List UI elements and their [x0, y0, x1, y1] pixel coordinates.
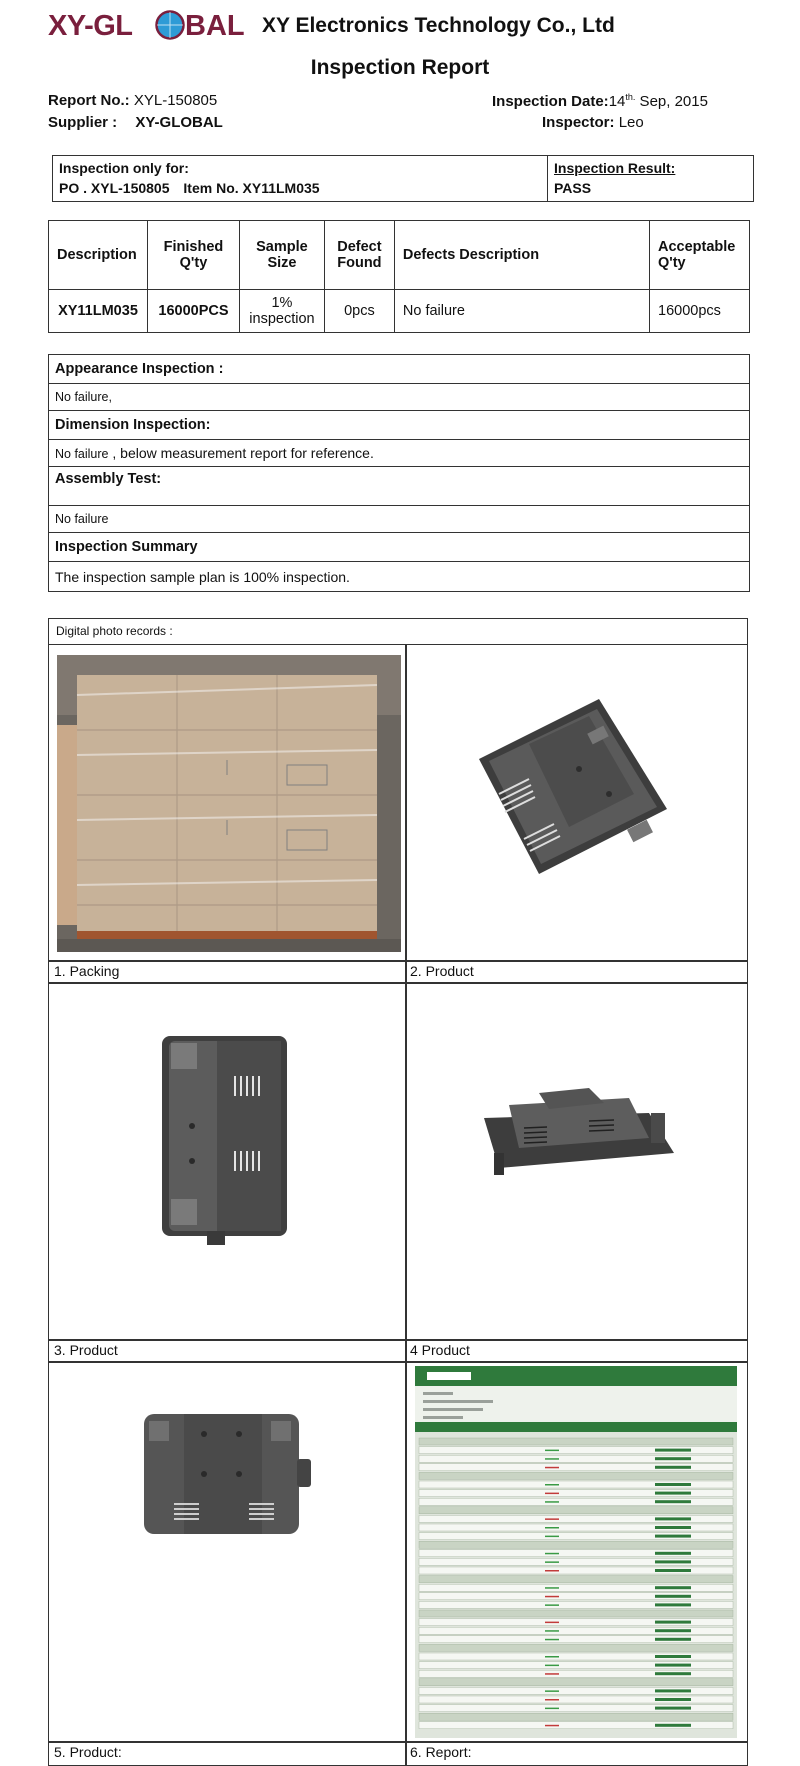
header-defect-found: Defect Found: [324, 221, 394, 290]
cell-acceptable-qty: 16000pcs: [650, 290, 750, 333]
header-description: Description: [49, 221, 148, 290]
caption-4: 4 Product: [410, 1342, 470, 1358]
inspection-scope-box: [52, 155, 754, 202]
header-acceptable-qty: Acceptable Q'ty: [650, 221, 750, 290]
summary-table: [48, 220, 750, 333]
caption-6: 6. Report:: [410, 1744, 472, 1760]
caption-5: 5. Product:: [54, 1744, 122, 1760]
header-finished-qty: Finished Q'ty: [147, 221, 239, 290]
table-header-row: [49, 221, 750, 290]
cell-defect-found: 0pcs: [324, 290, 394, 333]
cell-defects-description: No failure: [394, 290, 649, 333]
measurement-report-image: [415, 1366, 737, 1738]
caption-3: 3. Product: [54, 1342, 118, 1358]
dimension-value: No failure , below measurement report for reference.: [49, 440, 750, 467]
appearance-value: No failure,: [49, 384, 750, 411]
cell-sample-size: 1% inspection: [239, 290, 324, 333]
appearance-label: Appearance Inspection :: [49, 355, 750, 384]
header-sample-size: Sample Size: [239, 221, 324, 290]
cell-finished-qty: 16000PCS: [147, 290, 239, 333]
photo-records-header: Digital photo records :: [49, 619, 747, 645]
inspection-sections-table: [48, 354, 750, 592]
product-photo-5: [139, 1409, 314, 1544]
assembly-label: Assembly Test:: [49, 467, 750, 506]
svg-text:BAL: BAL: [185, 10, 245, 42]
company-logo: [48, 6, 258, 46]
product-photo-4: [479, 1083, 679, 1193]
supplier: Supplier : XY-GLOBAL: [48, 114, 223, 131]
photo-records: [48, 618, 748, 1766]
inspector: Inspector: Leo: [542, 114, 644, 131]
report-title: Inspection Report: [310, 56, 490, 79]
company-name: XY Electronics Technology Co., Ltd: [262, 14, 615, 37]
inspection-result: PASS: [554, 180, 592, 196]
cell-description: XY11LM035: [49, 290, 148, 333]
inspection-only-label: Inspection only for:: [59, 160, 189, 176]
summary-label: Inspection Summary: [49, 533, 750, 562]
inspection-date: Inspection $Date:14^{th.}$ Sep, 2015: [492, 92, 708, 110]
po-item: PO . XYL-150805 Item No. XY11LM035: [59, 180, 320, 196]
product-photo-2: [469, 699, 669, 889]
assembly-value: No failure: [49, 506, 750, 533]
packing-photo: [57, 655, 401, 952]
report-number: Report No.: XYL-150805: [48, 92, 218, 109]
caption-1: 1. Packing: [54, 963, 120, 979]
svg-text:XY-GL: XY-GL: [48, 10, 133, 42]
inspection-result-label: Inspection Result:: [554, 160, 676, 176]
caption-2: 2. Product: [410, 963, 474, 979]
dimension-label: Dimension Inspection:: [49, 411, 750, 440]
product-photo-3: [157, 1031, 297, 1256]
summary-value: The inspection sample plan is 100% inspection.: [49, 562, 750, 592]
table-row: [49, 290, 750, 333]
header-defects-description: Defects Description: [394, 221, 649, 290]
